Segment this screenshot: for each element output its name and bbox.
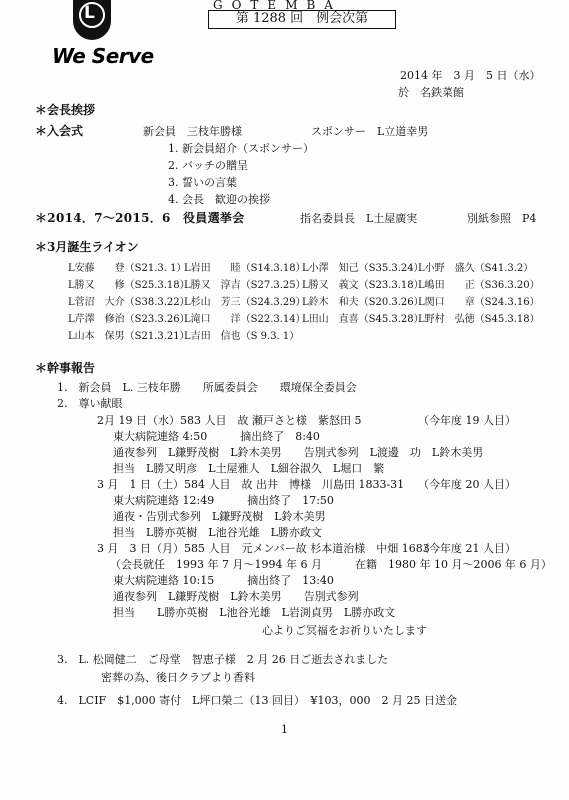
donation-1-times: 東大病院連絡 4:50 摘出終了 8:40 <box>113 430 320 443</box>
birthday-entry: L勝又 義文（S23.3.18） <box>302 280 424 291</box>
birthday-entry: L関口 章（S24.3.16） <box>418 297 540 308</box>
lions-emblem-icon: L <box>73 0 111 40</box>
birthday-entry: L安藤 登（S21.3. 1） <box>68 263 187 274</box>
birthday-entry: L野村 弘徳（S45.3.18） <box>418 314 540 325</box>
section-greeting: ＊会長挨拶 <box>35 103 96 117</box>
birthday-entry: L田山 直喜（S45.3.28） <box>302 314 424 325</box>
birthday-entry: L嶋田 正（S36.3.20） <box>418 280 540 291</box>
birthday-entry: L小野 盛久（S41.3.2） <box>418 263 534 274</box>
section-induction: ＊入会式 <box>35 124 84 138</box>
donation-2-times: 東大病院連絡 12:49 摘出終了 17:50 <box>113 494 334 507</box>
birthday-entry: L勝又 淳吉（S27.3.25） <box>184 280 306 291</box>
logo-wordmark: We Serve <box>52 44 154 68</box>
donation-1-header: 2月 19 日（水）583 人目 故 瀬戸さと様 紫怒田 5 <box>97 414 362 427</box>
induction-step: 3. 誓いの言葉 <box>168 176 237 189</box>
donation-1-staff: 担当 L勝又明彦 L土屋雅人 L細谷淑久 L堀口 繁 <box>113 462 385 475</box>
donation-2-header: 3 月 1 日（土）584 人目 故 出井 博様 川島田 1833-31 <box>97 478 405 491</box>
section-secretary-report: ＊幹事報告 <box>35 361 96 375</box>
condolence-message: 心よりご冥福をお祈りいたします <box>262 624 427 637</box>
birthday-entry: L勝又 修（S25.3.18） <box>68 280 190 291</box>
report-item-3-note: 密葬の為、後日クラブより香料 <box>101 671 255 684</box>
birthday-entry: L山本 保男（S21.3.21） <box>68 331 190 342</box>
induction-step: 2. バッチの贈呈 <box>168 159 248 172</box>
induction-step: 1. 新会員紹介（スポンサー） <box>168 142 314 155</box>
meeting-date: 2014 年 3 月 5 日（水） <box>400 69 541 82</box>
birthday-entry: L滝口 洋（S22.3.14） <box>184 314 306 325</box>
birthday-entry: L小澤 知己（S35.3.24） <box>302 263 424 274</box>
meeting-banner: 第 1288 回 例会次第 <box>208 10 396 29</box>
donation-2-count: （今年度 20 人目） <box>418 478 516 491</box>
birthday-entry: L岩田 睦（S14.3.18） <box>184 263 306 274</box>
report-item-1: 1. 新会員 L. 三枝年勝 所属委員会 環境保全委員会 <box>57 381 357 394</box>
birthday-entry: L杉山 芳三（S24.3.29） <box>184 297 306 308</box>
birthday-entry: L菅沼 大介（S38.3.22） <box>68 297 190 308</box>
birthday-entry: L吉田 信也（S 9.3. 1） <box>184 331 300 342</box>
donation-3-attendance: 通夜参列 L鎌野茂樹 L鈴木美男 告別式参列 <box>113 590 359 603</box>
report-item-4: 4. LCIF $1,000 寄付 L坪口榮二（13 回目） ¥103，000 2 月 25 日送金 <box>57 694 457 707</box>
donation-3-history: （会長就任 1993 年 7 月〜1994 年 6 月 在籍 1980 年 10 月〜2006 年 6 月） <box>110 558 552 571</box>
donation-1-attendance: 通夜参列 L鎌野茂樹 L鈴木美男 告別式参列 L渡邊 功 L鈴木美男 <box>113 446 484 459</box>
section-election: ＊2014．7〜2015．6 役員選挙会 <box>35 211 245 225</box>
report-item-3: 3. L. 松岡健二 ご母堂 智恵子様 2 月 26 日ご逝去されました <box>57 653 389 666</box>
induction-step: 4. 会長 歓迎の挨拶 <box>168 193 270 206</box>
donation-3-header: 3 月 3 日（月）585 人目 元メンバー故 杉本道治様 中畑 1683 <box>97 542 430 555</box>
donation-3-times: 東大病院連絡 10:15 摘出終了 13:40 <box>113 574 334 587</box>
birthday-entry: L芹澤 修治（S23.3.26） <box>68 314 190 325</box>
meeting-venue: 於 名鉄菜館 <box>398 86 464 99</box>
report-item-2: 2. 尊い献眼 <box>57 397 123 410</box>
new-member: 新会員 三枝年勝様 <box>143 125 242 138</box>
donation-2-attendance: 通夜・告別式参列 L鎌野茂樹 L鈴木美男 <box>113 510 326 523</box>
birthday-entry: L鈴木 和夫（S20.3.26） <box>302 297 424 308</box>
donation-1-count: （今年度 19 人目） <box>418 414 516 427</box>
club-name: GOTEMBA <box>213 0 342 12</box>
donation-3-count: （今年度 21 人目） <box>418 542 516 555</box>
section-birthdays: ＊3月誕生ライオン <box>35 240 139 254</box>
election-chair: 指名委員長 L土屋廣実 <box>300 212 418 225</box>
donation-2-staff: 担当 L勝亦英樹 L池谷光雄 L勝亦政文 <box>113 526 322 539</box>
election-reference: 別紙参照 P4 <box>467 212 537 225</box>
sponsor: スポンサー L立道幸男 <box>311 125 429 138</box>
donation-3-staff: 担当 L勝亦英樹 L池谷光雄 L岩渕貞男 L勝亦政文 <box>113 606 396 619</box>
page-number: 1 <box>281 723 288 736</box>
